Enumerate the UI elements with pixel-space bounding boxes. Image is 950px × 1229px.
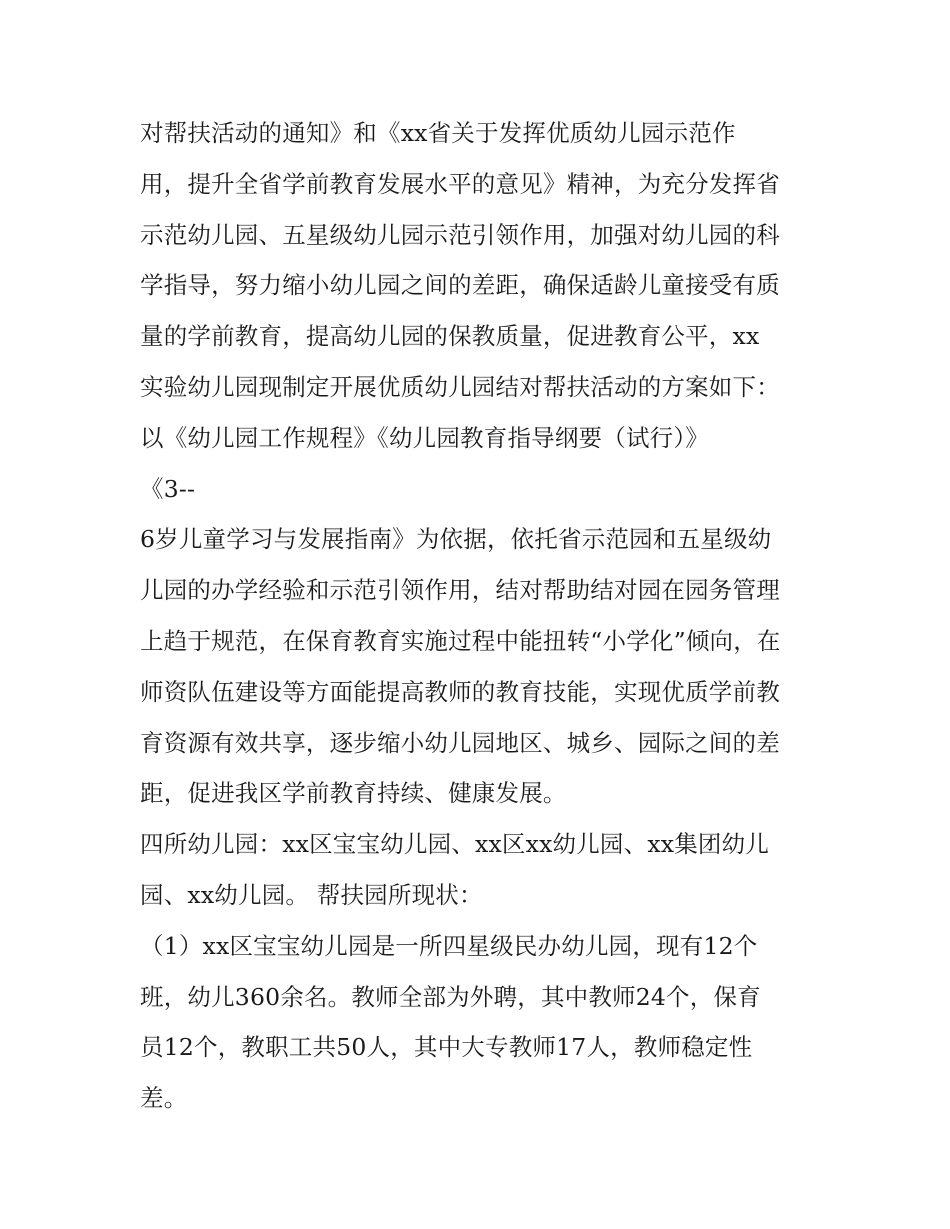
text-line: 员12个，教职工共50人，其中大专教师17人，教师稳定性: [140, 1033, 753, 1062]
text-line: 差。: [140, 1084, 188, 1113]
text-line: 用，提升全省学前教育发展水平的意见》精神，为充分发挥省: [140, 169, 780, 198]
text-line: 距，促进我区学前教育持续、健康发展。: [140, 779, 567, 808]
text-line: 6岁儿童学习与发展指南》为依据，依托省示范园和五星级幼: [140, 525, 772, 554]
text-line: 实验幼儿园现制定开展优质幼儿园结对帮扶活动的方案如下：: [140, 372, 780, 401]
text-line: 以《幼儿园工作规程》《幼儿园教育指导纲要（试行）》: [140, 423, 709, 452]
text-line: 师资队伍建设等方面能提高教师的教育技能，实现优质学前教: [140, 677, 780, 706]
text-line: 园、xx幼儿园。 帮扶园所现状：: [140, 880, 483, 909]
text-line: 量的学前教育，提高幼儿园的保教质量，促进教育公平，xx: [140, 322, 760, 351]
text-line: 四所幼儿园：xx区宝宝幼儿园、xx区xx幼儿园、xx集团幼儿: [140, 830, 770, 859]
text-line: 《3--: [140, 474, 196, 503]
text-line: 班，幼儿360余名。教师全部为外聘，其中教师24个，保育: [140, 982, 761, 1011]
text-line: 学指导，努力缩小幼儿园之间的差距，确保适龄儿童接受有质: [140, 271, 780, 300]
text-line: （1）xx区宝宝幼儿园是一所四星级民办幼儿园，现有12个: [140, 931, 758, 960]
document-body: [140, 108, 820, 1124]
text-line: 育资源有效共享，逐步缩小幼儿园地区、城乡、园际之间的差: [140, 728, 780, 757]
text-line: 儿园的办学经验和示范引领作用，结对帮助结对园在园务管理: [140, 576, 780, 605]
text-line: 对帮扶活动的通知》和《xx省关于发挥优质幼儿园示范作: [140, 119, 736, 147]
text-line: 上趋于规范，在保育教育实施过程中能扭转“小学化”倾向，在: [140, 626, 781, 655]
text-line: 示范幼儿园、五星级幼儿园示范引领作用，加强对幼儿园的科: [140, 220, 780, 249]
